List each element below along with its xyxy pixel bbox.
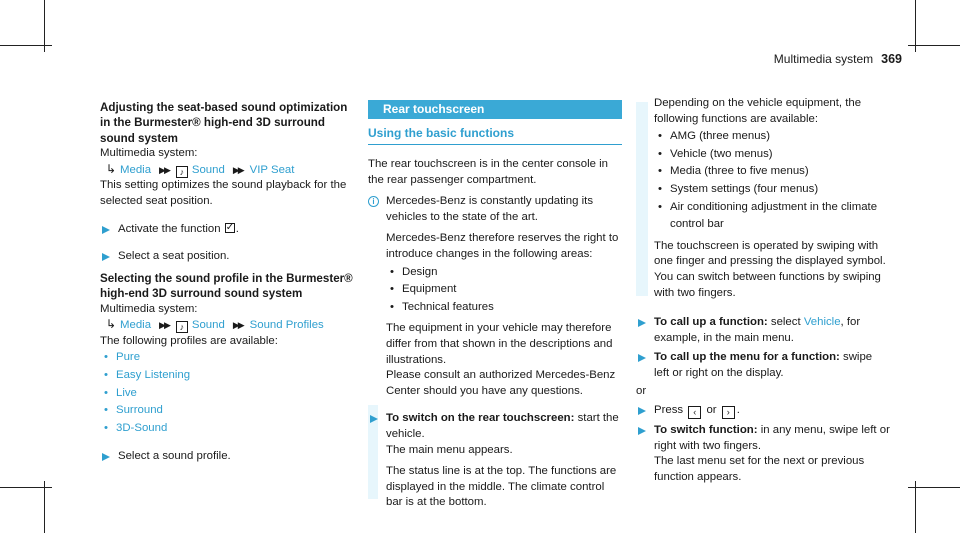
functions-intro: Depending on the vehicle equipment, the following functions are available: (654, 97, 862, 125)
list-item[interactable]: • Easy Listening (100, 367, 355, 385)
vehicle-link[interactable]: Vehicle (803, 316, 841, 329)
last-menu-text: The last menu set for the next or previous function appears. (654, 455, 865, 483)
tint-bar (636, 102, 648, 296)
step-call-function: To call up a function: select Vehicle, for example, in the main menu. (636, 315, 890, 346)
step-switch-function: To switch function: in any menu, swipe left or right with two fingers. (636, 423, 890, 454)
music-note-icon: ♪ (176, 321, 188, 333)
crop-mark (915, 481, 916, 533)
areas-list (386, 264, 622, 317)
info-icon: i (368, 196, 379, 207)
functions-list (654, 128, 890, 234)
heading-seat-optimization: Adjusting the seat-based sound optimization in the Burmester® high-end 3D surround sound system (100, 101, 348, 145)
note-text: The equipment in your vehicle may therefore differ from that shown in the descriptions and illustrations. (386, 322, 613, 366)
step-press: Press ‹ or › . (636, 403, 890, 419)
subheading-basic-functions: Using the basic functions (368, 125, 622, 145)
music-note-icon: ♪ (176, 166, 188, 178)
profiles-description: The following profiles are available: (100, 334, 278, 347)
profile-list (100, 349, 355, 437)
step-select-seat: Select a seat position. (100, 249, 355, 265)
chevron-right-icon: ▶▶ (232, 320, 243, 331)
step-select-profile: Select a sound profile. (100, 449, 355, 465)
crop-mark (44, 481, 45, 533)
menu-path-vip-seat (100, 162, 355, 179)
list-item[interactable]: • 3D-Sound (100, 420, 355, 438)
list-item: • Technical features (386, 299, 622, 317)
checkbox-icon (225, 223, 235, 233)
crop-mark (915, 0, 916, 52)
note-text: Please consult an authorized Mercedes-Benz Center should you have any questions. (386, 369, 616, 397)
page-header (774, 52, 902, 68)
note-text: Mercedes-Benz therefore reserves the right to introduce changes in the following areas: (386, 232, 619, 260)
switch-on-block (368, 411, 622, 511)
column-right (636, 96, 890, 485)
list-item: • Design (386, 264, 622, 282)
list-item: • Equipment (386, 281, 622, 299)
path-sound-profiles-link[interactable]: Sound Profiles (249, 319, 324, 332)
path-media-link[interactable]: Media (120, 319, 152, 332)
column-middle (368, 100, 622, 511)
list-item[interactable]: • Live (100, 385, 355, 403)
operation-text: The touchscreen is operated by swiping with one finger and pressing the displayed symbol. You can switch between functions by swiping with two fingers. (654, 239, 886, 299)
note-text: Mercedes-Benz is constantly updating its vehicles to the state of the art. (386, 195, 594, 223)
or-text: or (636, 384, 647, 397)
note-block (368, 194, 622, 399)
list-item: • Media (three to five menus) (654, 163, 890, 181)
chevron-right-icon: ▶▶ (159, 164, 169, 175)
list-item: • Vehicle (two menus) (654, 146, 890, 164)
step-call-menu: To call up the menu for a function: swipe left or right on the display. (636, 350, 890, 381)
step-activate: Activate the function ✓ . (100, 222, 355, 238)
list-item: • AMG (three menus) (654, 128, 890, 146)
path-vip-seat-link[interactable]: VIP Seat (249, 163, 295, 176)
heading-sound-profile: Selecting the sound profile in the Burmester® high-end 3D surround sound system (100, 271, 353, 301)
crop-mark (44, 0, 45, 52)
list-item[interactable]: • Pure (100, 349, 355, 367)
switch-result: The main menu appears. (386, 443, 513, 456)
multimedia-system-label: Multimedia system: (100, 147, 198, 160)
section-banner: Rear touchscreen (368, 100, 622, 119)
section-title: Multimedia system (773, 52, 874, 66)
chevron-left-icon[interactable]: ‹ (688, 406, 701, 419)
step-switch-on: To switch on the rear touchscreen: start the vehicle. (368, 411, 622, 442)
vip-seat-description: This setting optimizes the sound playback for the selected seat position. (100, 179, 347, 207)
list-item[interactable]: • Surround (100, 402, 355, 420)
column-left (100, 100, 355, 465)
chevron-right-icon: ▶▶ (232, 164, 243, 175)
path-media-link[interactable]: Media (120, 163, 152, 176)
chevron-right-icon[interactable]: › (722, 406, 735, 419)
intro-text: The rear touchscreen is in the center console in the rear passenger compartment. (368, 158, 608, 186)
status-line-text: The status line is at the top. The functions are displayed in the middle. The climate control bar is at the bottom. (386, 465, 617, 509)
path-arrow-icon: ↳ (106, 317, 117, 332)
chevron-right-icon: ▶▶ (159, 320, 169, 331)
menu-path-sound-profiles (100, 317, 355, 334)
list-item: • System settings (four menus) (654, 181, 890, 199)
path-arrow-icon: ↳ (106, 161, 117, 176)
multimedia-system-label: Multimedia system: (100, 302, 198, 315)
list-item: • Air conditioning adjustment in the climate control bar (654, 199, 890, 234)
functions-block (636, 96, 890, 301)
page-number: 369 (881, 52, 902, 66)
path-sound-link[interactable]: Sound (191, 319, 225, 332)
path-sound-link[interactable]: Sound (191, 163, 225, 176)
